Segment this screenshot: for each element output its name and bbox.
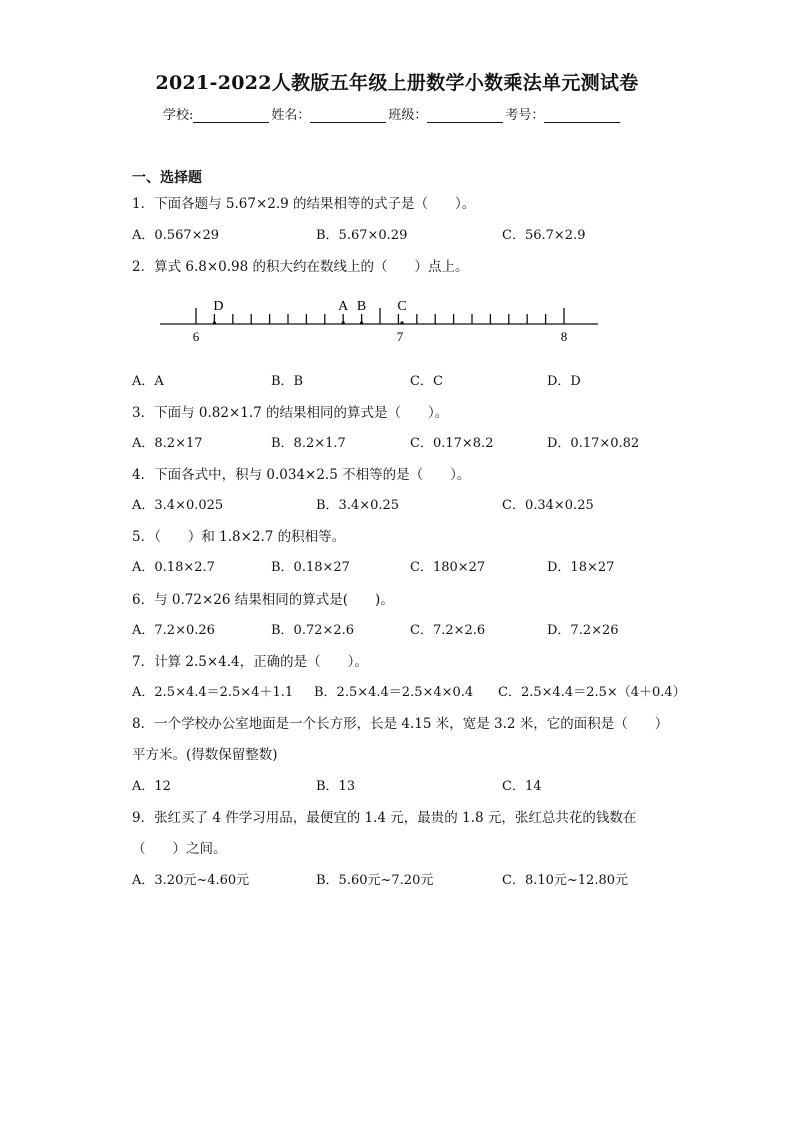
school-blank[interactable] — [193, 110, 269, 123]
class-label: 班级： — [388, 108, 428, 123]
option[interactable]: A．3.4×0.025 — [132, 498, 224, 513]
option[interactable]: B．8.2×1.7 — [271, 436, 346, 451]
option[interactable]: A．0.18×2.7 — [132, 560, 215, 575]
option[interactable]: C．7.2×2.6 — [410, 623, 486, 638]
question-8-continued: 平方米。(得数保留整数) — [132, 747, 278, 763]
option[interactable]: B．5.60元~7.20元 — [316, 873, 434, 888]
option[interactable]: D．D — [547, 374, 581, 389]
question-7: 7．计算 2.5×4.4，正确的是（ ）。 — [132, 654, 368, 670]
question-9: 9．张红买了 4 件学习用品，最便宜的 1.4 元，最贵的 1.8 元，张红总共花的钱数在 — [132, 810, 637, 826]
option[interactable]: C．14 — [502, 779, 542, 794]
option[interactable]: C．0.34×0.25 — [502, 498, 594, 513]
class-blank[interactable] — [427, 110, 503, 123]
option[interactable]: A．0.567×29 — [132, 228, 220, 243]
option[interactable]: D．18×27 — [547, 560, 615, 575]
option[interactable]: B．2.5×4.4＝2.5×4×0.4 — [314, 685, 474, 700]
name-label: 姓名： — [271, 108, 311, 123]
option[interactable]: B．0.72×2.6 — [271, 623, 355, 638]
question-6: 6．与 0.72×26 结果相同的算式是( )。 — [132, 592, 394, 608]
point-label-d: D — [213, 299, 224, 314]
number-line-points — [213, 299, 407, 325]
option[interactable]: B．3.4×0.25 — [316, 498, 400, 513]
number-line-ticks — [196, 308, 564, 324]
question-9-continued: （ ）之间。 — [132, 841, 227, 857]
tick-label-8: 8 — [560, 329, 568, 344]
question-1: 1．下面各题与 5.67×2.9 的结果相等的式子是（ ）。 — [132, 196, 476, 212]
option[interactable]: A．12 — [132, 779, 171, 794]
question-5: 5．（ ）和 1.8×2.7 的积相等。 — [132, 529, 346, 545]
option[interactable]: C．0.17×8.2 — [410, 436, 494, 451]
point-label-b: B — [356, 299, 367, 314]
section-heading: 一、选择题 — [132, 170, 202, 186]
option[interactable]: C．8.10元~12.80元 — [502, 873, 629, 888]
option[interactable]: C．180×27 — [410, 560, 486, 575]
question-4: 4．下面各式中，积与 0.034×2.5 不相等的是（ ）。 — [132, 467, 471, 483]
number-line-diagram — [150, 290, 610, 350]
point-label-a: A — [338, 299, 349, 314]
point-marker-a — [342, 321, 345, 324]
option[interactable]: A．8.2×17 — [132, 436, 203, 451]
tick-label-7: 7 — [396, 329, 404, 344]
option[interactable]: B．5.67×0.29 — [316, 228, 408, 243]
option[interactable]: A．2.5×4.4＝2.5×4＋1.1 — [132, 685, 294, 700]
point-label-c: C — [397, 299, 407, 314]
question-3: 3．下面与 0.82×1.7 的结果相同的算式是（ ）。 — [132, 405, 449, 421]
option[interactable]: C．C — [410, 374, 443, 389]
option[interactable]: A．3.20元~4.60元 — [132, 873, 250, 888]
question-8: 8．一个学校办公室地面是一个长方形，长是 4.15 米，宽是 3.2 米，它的面积是（ ） — [132, 716, 669, 732]
number-blank[interactable] — [544, 110, 620, 123]
tick-label-6: 6 — [192, 329, 200, 344]
point-marker-d — [213, 321, 216, 324]
option[interactable]: A．A — [132, 374, 164, 389]
number-label: 考号： — [505, 108, 545, 123]
option[interactable]: B．B — [271, 374, 304, 389]
option[interactable]: D．0.17×0.82 — [547, 436, 640, 451]
name-blank[interactable] — [310, 110, 386, 123]
student-info-row — [163, 104, 622, 123]
school-label: 学校: — [163, 108, 194, 123]
point-marker-b — [360, 321, 363, 324]
option[interactable]: B．13 — [316, 779, 356, 794]
question-2: 2．算式 6.8×0.98 的积大约在数线上的（ ）点上。 — [132, 259, 469, 275]
option[interactable]: B．0.18×27 — [271, 560, 350, 575]
option[interactable]: A．7.2×0.26 — [132, 623, 215, 638]
point-marker-c — [400, 321, 403, 324]
page-title: 2021-2022人教版五年级上册数学小数乘法单元测试卷 — [155, 72, 639, 94]
option[interactable]: D．7.2×26 — [547, 623, 619, 638]
option[interactable]: C．2.5×4.4＝2.5×（4＋0.4） — [498, 685, 686, 700]
option[interactable]: C．56.7×2.9 — [502, 228, 586, 243]
